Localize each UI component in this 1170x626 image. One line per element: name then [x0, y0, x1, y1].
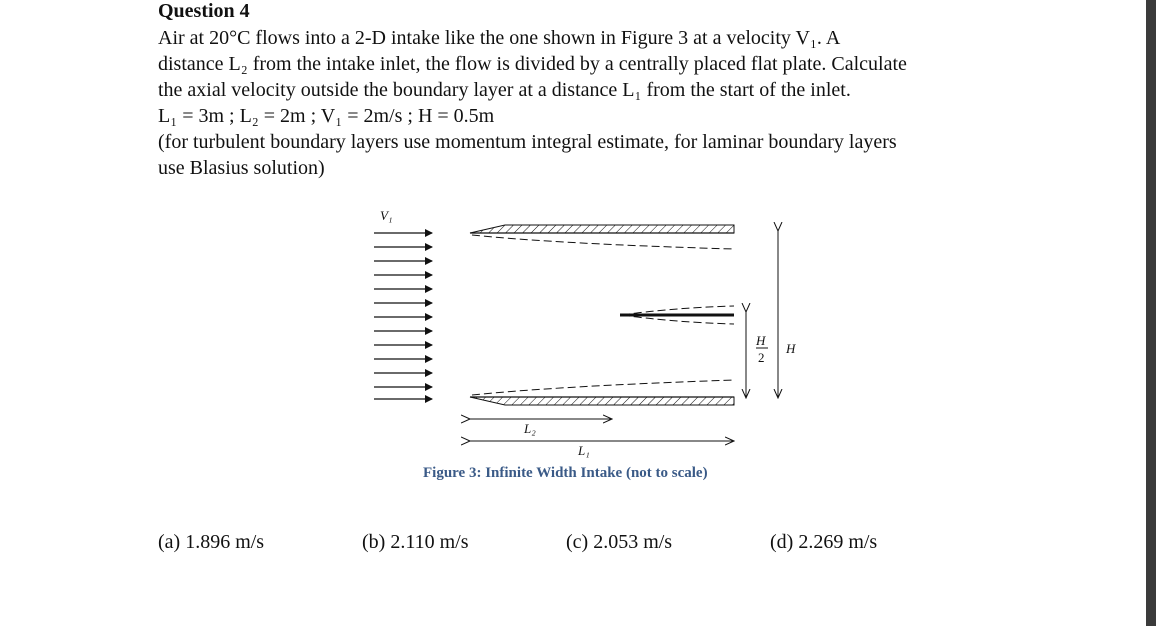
question-line: use Blasius solution)	[158, 157, 325, 179]
v1-label: V₁	[380, 208, 393, 223]
h-half-denominator: 2	[758, 350, 765, 365]
question-body	[158, 25, 1058, 181]
option-c[interactable]: (c) 2.053 m/s	[566, 531, 673, 553]
window-edge	[1156, 0, 1170, 626]
question-title: Question 4	[158, 0, 250, 22]
l1-label: L₁	[578, 443, 590, 458]
question-line: L₁ = 3m ; L₂ = 2m ; V₁ = 2m/s ; H = 0.5m	[158, 105, 495, 127]
h-half-numerator: H	[756, 333, 766, 348]
top-boundary-layer	[472, 235, 734, 249]
question-line: distance L₂ from the intake inlet, the flow is divided by a centrally placed flat plate. Calculate	[158, 53, 907, 75]
inflow-arrows	[374, 233, 432, 399]
option-b[interactable]: (b) 2.110 m/s	[362, 531, 469, 553]
intake-diagram	[360, 200, 800, 480]
option-d[interactable]: (d) 2.269 m/s	[770, 531, 878, 553]
question-line: Air at 20°C flows into a 2-D intake like the one shown in Figure 3 at a velocity V₁. A	[158, 27, 841, 49]
question-line: the axial velocity outside the boundary layer at a distance L₁ from the start of the inlet.	[158, 79, 851, 101]
center-plate	[620, 306, 734, 324]
h-label: H	[786, 341, 796, 356]
l2-label: L₂	[524, 421, 536, 436]
top-wall	[470, 225, 734, 233]
bottom-boundary-layer	[472, 380, 734, 395]
intake-figure	[360, 200, 800, 480]
figure-caption: Figure 3: Infinite Width Intake (not to scale)	[423, 465, 708, 481]
scrollbar[interactable]	[1146, 0, 1156, 626]
h-half-dimension	[746, 312, 768, 398]
question-line: (for turbulent boundary layers use momentum integral estimate, for laminar boundary layers	[158, 131, 897, 153]
bottom-wall	[470, 397, 734, 405]
option-a[interactable]: (a) 1.896 m/s	[158, 531, 265, 553]
